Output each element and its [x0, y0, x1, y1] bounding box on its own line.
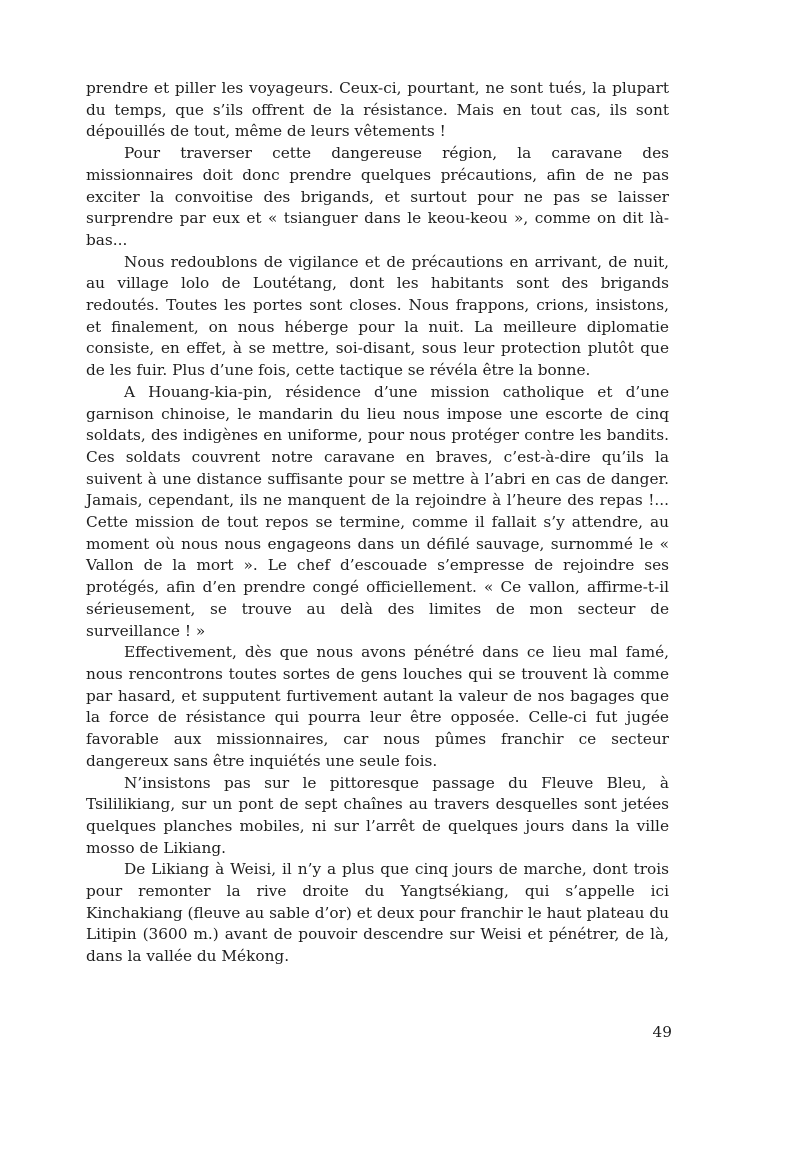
paragraph-1: prendre et piller les voyageurs. Ceux-ci, pourtant, ne sont tués, la plupart du temps, que s’ils offrent de la résistance. Mais en tout cas, ils sont dépouillés de tout, même de leurs vêtements !: [86, 79, 669, 141]
body-text: [86, 78, 669, 968]
paragraph-7: De Likiang à Weisi, il n’y a plus que cinq jours de marche, dont trois pour remonter la rive droite du Yangtsékiang, qui s’appelle ici Kinchakiang (fleuve au sable d’or) et deux pour franchir le haut plateau du Litipin (3600 m.) avant de pouvoir descendre sur Weisi et pénétrer, de là, dans la vallée du Mékong.: [86, 860, 669, 966]
paragraph-6: N’insistons pas sur le pittoresque passage du Fleuve Bleu, à Tsililikiang, sur un pont de sept chaînes au travers desquelles sont jetées quelques planches mobiles, ni sur l’arrêt de quelques jours dans la ville mosso de Likiang.: [86, 773, 669, 857]
paragraph-2: Pour traverser cette dangereuse région, la caravane des missionnaires doit donc prendre quelques précautions, afin de ne pas exciter la convoitise des brigands, et surtout pour ne pas se laisser surprendre par eux et « tsianguer dans le keou-keou », comme on dit là-bas...: [86, 144, 669, 249]
paragraph-5: Effectivement, dès que nous avons pénétré dans ce lieu mal famé, nous rencontrons toutes sortes de gens louches qui se trouvent là comme par hasard, et supputent furtivement autant la valeur de nos bagages que la force de résistance qui pourra leur être opposée. Celle-ci fut jugée favorable aux missionnaires, car nous pûmes franchir ce secteur dangereux sans être inquiétés une seule fois.: [86, 643, 669, 770]
paragraph-3: Nous redoublons de vigilance et de précautions en arrivant, de nuit, au village lolo de Loutétang, dont les habitants sont des brigands redoutés. Toutes les portes sont closes. Nous frappons, crions, insistons, et finalement, on nous héberge pour la nuit. La meilleure diplomatie consiste, en effet, à se mettre, soi-disant, sous leur protection plutôt que de les fuir. Plus d’une fois, cette tactique se révéla être la bonne.: [86, 252, 669, 380]
paragraph-4: A Houang-kia-pin, résidence d’une mission catholique et d’une garnison chinoise, le mandarin du lieu nous impose une escorte de cinq soldats, des indigènes en uniforme, pour nous protéger contre les bandits. Ces soldats couvrent notre caravane en braves, c’est-à-dire qu’ils la suivent à une distance suffisante pour se mettre à l’abri en cas de danger. Jamais, cependant, ils ne manquent de la rejoindre à l’heure des repas !... Cette mission de tout repos se termine, comme il fallait s’y attendre, au moment où nous nous engageons dans un défilé sauvage, surnommé le « Vallon de la mort ». Le chef d’escouade s’empresse de rejoindre ses protégés, afin d’en prendre congé officiellement. « Ce vallon, affirme-t-il sérieusement, se trouve au delà des limites de mon secteur de surveillance ! »: [86, 382, 669, 640]
page-number: 49: [652, 1023, 672, 1041]
